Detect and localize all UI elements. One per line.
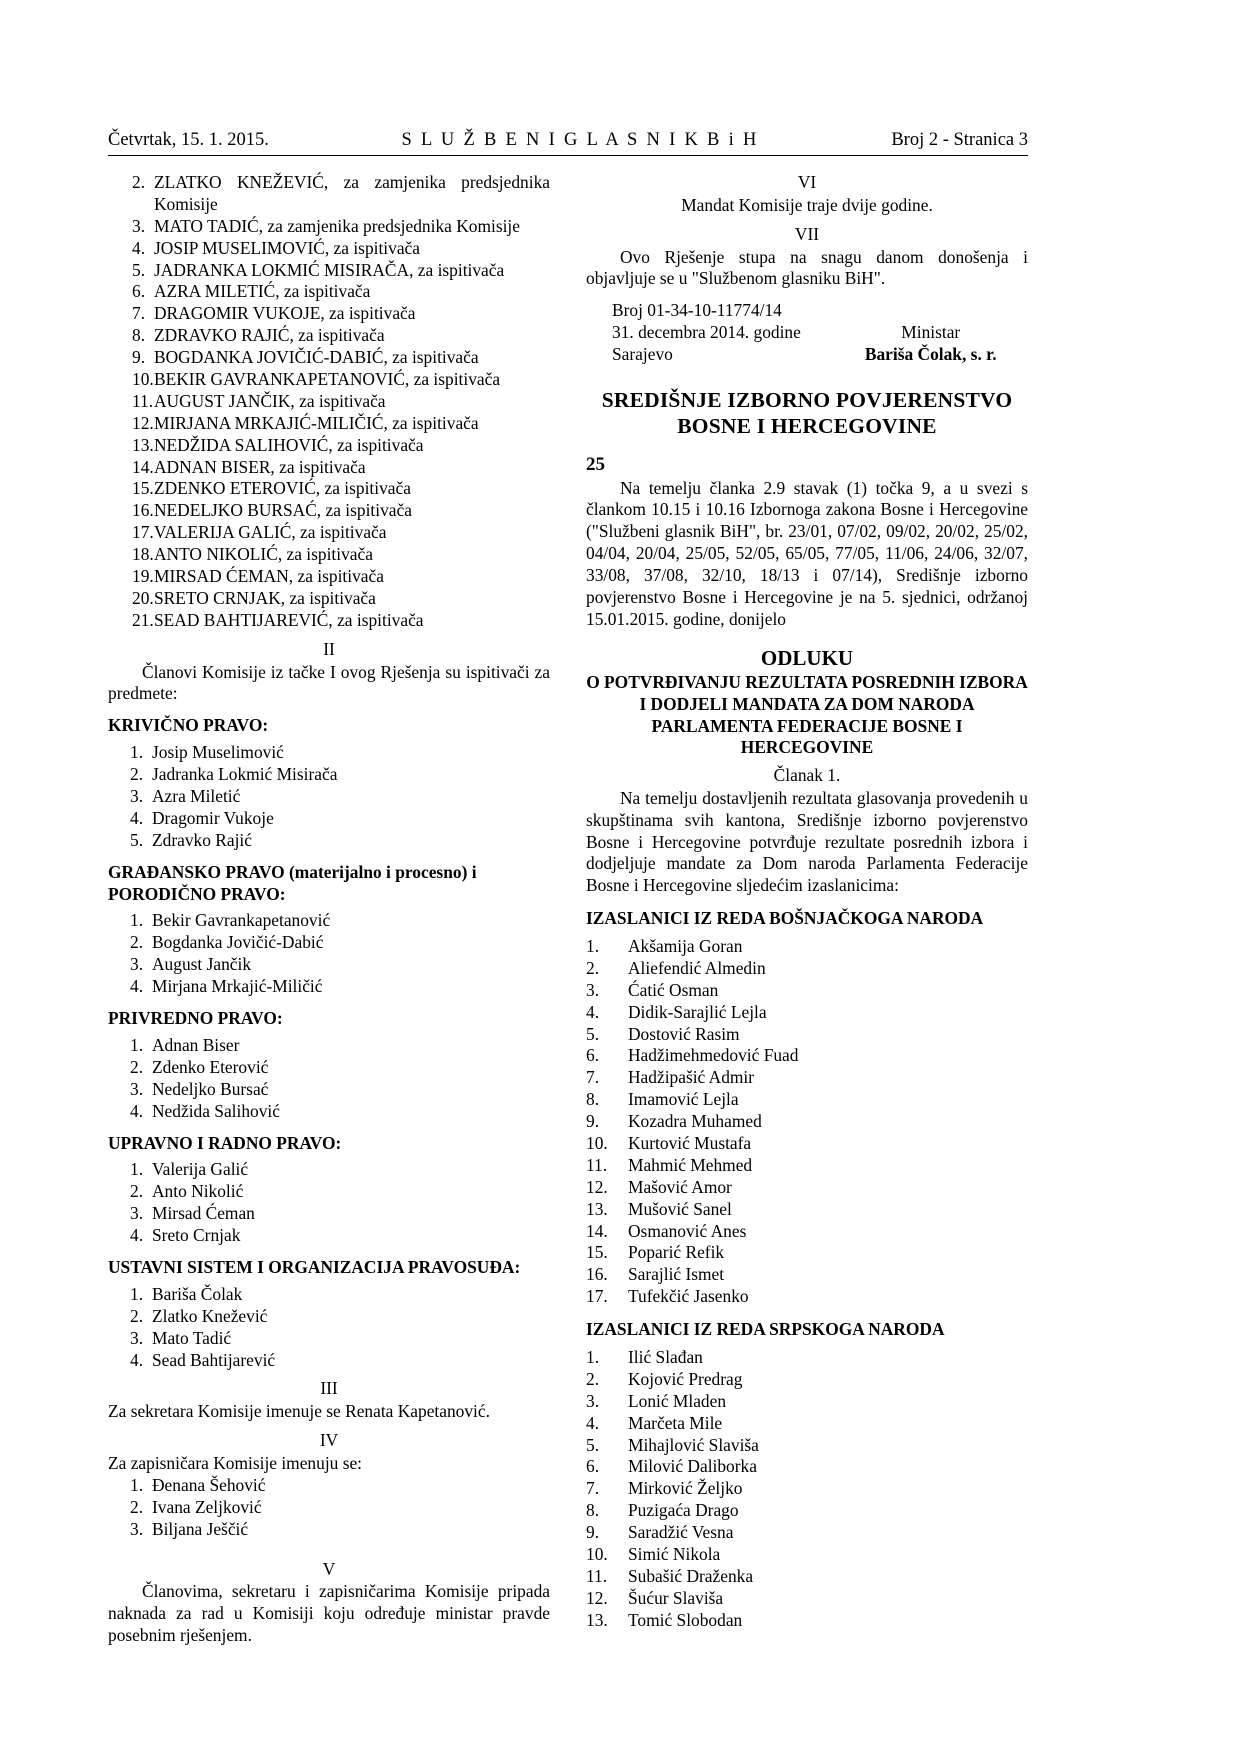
subject-group-members-list (108, 910, 550, 998)
list-item-text: DRAGOMIR VUKOJE, za ispitivača (154, 303, 416, 324)
list-item-text: Akšamija Goran (628, 935, 743, 956)
list-item-text: Mirjana Mrkajić-Miličić (152, 976, 323, 997)
list-item-text: JOSIP MUSELIMOVIĆ, za ispitivača (154, 237, 420, 258)
subject-group-member-item (108, 764, 550, 786)
subject-group-member-item (108, 1328, 550, 1350)
list-item-number: 2. (130, 1496, 144, 1517)
list-item-number: 13. (132, 434, 154, 455)
list-item-text: ZLATKO KNEŽEVIĆ, za zamjenika predsjednika Komisije (154, 172, 550, 214)
list-item-text: Bekir Gavrankapetanović (152, 910, 331, 931)
serb-delegate-item (586, 1566, 1028, 1588)
list-item-number: 12. (586, 1587, 608, 1608)
running-head-page: Broj 2 - Stranica 3 (891, 130, 1028, 150)
list-item-number: 5. (132, 259, 146, 280)
section-iii-text: Za sekretara Komisije imenuje se Renata Kapetanović. (108, 1401, 490, 1422)
list-item-number: 5. (586, 1023, 600, 1044)
section-heading-ii: II (323, 638, 335, 659)
list-item-text: Đenana Šehović (152, 1474, 266, 1495)
document-place: Sarajevo (612, 344, 673, 365)
list-item-number: 9. (132, 347, 146, 368)
commission-member-item (108, 544, 550, 566)
section-v-text: Članovima, sekretaru i zapisničarima Komisije pripada naknada za rad u Komisiji koju određuje ministar pravde posebnim rješenjem. (108, 1581, 550, 1646)
recorder-item (108, 1475, 550, 1497)
section-heading-iv: IV (319, 1430, 339, 1451)
list-item-text: JADRANKA LOKMIĆ MISIRAČA, za ispitivača (154, 259, 505, 280)
list-item-text: Mirković Željko (628, 1478, 743, 1499)
serb-delegate-item (586, 1478, 1028, 1500)
list-item-number: 11. (586, 1565, 608, 1586)
bosniak-delegate-item (586, 1024, 1028, 1046)
subject-group-member-item (108, 786, 550, 808)
commission-member-item (108, 435, 550, 457)
list-item-text: Jadranka Lokmić Misirača (152, 764, 338, 785)
list-item-text: Anto Nikolić (152, 1181, 244, 1202)
subject-group-member-item (108, 1181, 550, 1203)
bosniak-delegate-item (586, 1264, 1028, 1286)
list-item-number: 2. (130, 1305, 144, 1326)
serb-delegate-item (586, 1369, 1028, 1391)
subject-group-member-item (108, 1225, 550, 1247)
list-item-number: 4. (130, 1349, 144, 1370)
list-item-number: 4. (586, 1001, 600, 1022)
list-item-text: AUGUST JANČIK, za ispitivača (154, 390, 386, 411)
recorders-list (108, 1475, 550, 1541)
bosniak-delegate-item (586, 1286, 1028, 1308)
list-item-number: 19. (132, 566, 154, 587)
list-item-text: Zlatko Knežević (152, 1305, 268, 1326)
two-column-body (108, 172, 1028, 1647)
subject-group-member-item (108, 1159, 550, 1181)
item-number: 25 (586, 453, 605, 475)
commission-member-item (108, 588, 550, 610)
list-item-number: 13. (586, 1609, 608, 1630)
commission-member-item (108, 500, 550, 522)
list-item-number: 13. (586, 1198, 608, 1219)
list-item-number: 4. (130, 807, 144, 828)
list-item-text: Azra Miletić (152, 785, 241, 806)
list-item-number: 5. (130, 829, 144, 850)
list-item-text: Bariša Čolak (152, 1283, 243, 1304)
list-item-text: VALERIJA GALIĆ, za ispitivača (154, 522, 387, 543)
list-item-text: Šućur Slaviša (628, 1587, 724, 1608)
list-item-number: 10. (132, 369, 154, 390)
list-item-text: Josip Muselimović (152, 742, 284, 763)
header-divider (108, 155, 1028, 156)
bosniak-delegate-item (586, 1045, 1028, 1067)
subject-group-member-item (108, 910, 550, 932)
list-item-number: 2. (586, 1368, 600, 1389)
bosniak-delegate-item (586, 1199, 1028, 1221)
bosniak-delegate-item (586, 1155, 1028, 1177)
list-item-text: ANTO NIKOLIĆ, za ispitivača (154, 544, 373, 565)
list-item-number: 2. (130, 1181, 144, 1202)
list-item-text: Hadžimehmedović Fuad (628, 1045, 799, 1066)
list-item-number: 3. (130, 1327, 144, 1348)
subject-group-member-item (108, 1101, 550, 1123)
list-item-number: 3. (586, 1390, 600, 1411)
list-item-text: Didik-Sarajlić Lejla (628, 1001, 767, 1022)
article-1-heading: Članak 1. (773, 764, 841, 785)
serb-delegate-item (586, 1413, 1028, 1435)
bosniak-delegate-item (586, 1067, 1028, 1089)
commission-member-item (108, 347, 550, 369)
list-item-text: Zdenko Eterović (152, 1056, 269, 1077)
subject-group-member-item (108, 976, 550, 998)
subject-groups (108, 715, 550, 1371)
subject-group-heading: USTAVNI SISTEM I ORGANIZACIJA PRAVOSUĐA: (108, 1256, 521, 1277)
commission-member-item (108, 522, 550, 544)
serb-delegate-item (586, 1347, 1028, 1369)
subject-group-heading: KRIVIČNO PRAVO: (108, 715, 269, 736)
signature-spacer-1 (834, 300, 1028, 322)
list-item-text: Mahmić Mehmed (628, 1154, 753, 1175)
list-item-number: 8. (586, 1089, 600, 1110)
section-vii-text: Ovo Rješenje stupa na snagu danom donošenja i objavljuje se u "Službenom glasniku BiH". (586, 246, 1028, 289)
list-item-number: 10. (586, 1132, 608, 1153)
list-item-text: Mihajlović Slaviša (628, 1434, 759, 1455)
list-item-text: Tomić Slobodan (628, 1609, 743, 1630)
list-item-text: Sead Bahtijarević (152, 1349, 276, 1370)
list-item-text: Sreto Crnjak (152, 1225, 241, 1246)
commission-members-list (108, 172, 550, 632)
list-item-text: Lonić Mladen (628, 1390, 727, 1411)
list-item-number: 4. (586, 1412, 600, 1433)
subject-group-member-item (108, 1350, 550, 1372)
list-item-number: 15. (586, 1242, 608, 1263)
list-item-text: ADNAN BISER, za ispitivača (154, 456, 366, 477)
subject-group-heading: PRIVREDNO PRAVO: (108, 1008, 283, 1029)
commission-member-item (108, 303, 550, 325)
list-item-text: Adnan Biser (152, 1034, 240, 1055)
signature-block (586, 300, 1028, 366)
decision-title: ODLUKU (760, 646, 854, 671)
serb-delegate-item (586, 1544, 1028, 1566)
list-item-number: 14. (132, 456, 154, 477)
right-column (586, 172, 1028, 1632)
commission-member-item (108, 391, 550, 413)
list-item-number: 16. (132, 500, 154, 521)
bosniak-delegates-list (586, 936, 1028, 1308)
list-item-number: 1. (130, 1283, 144, 1304)
document-date: 31. decembra 2014. godine (612, 322, 801, 343)
list-item-text: Kurtović Mustafa (628, 1132, 752, 1153)
list-item-text: SRETO CRNJAK, za ispitivača (154, 587, 376, 608)
list-item-text: Mirsad Ćeman (152, 1203, 255, 1224)
section-vi-text: Mandat Komisije traje dvije godine. (681, 194, 933, 215)
subject-group-member-item (108, 808, 550, 830)
list-item-number: 3. (130, 1518, 144, 1539)
list-item-number: 18. (132, 544, 154, 565)
bosniak-delegate-item (586, 1177, 1028, 1199)
list-item-text: Simić Nikola (628, 1544, 721, 1565)
list-item-text: Mašović Amor (628, 1176, 732, 1197)
article-1-text: Na temelju dostavljenih rezultata glasovanja provedenih u skupštinama svih kantona, Središnje izborno povjerenstvo Bosne i Hercegovine potvrđuje rezultate posrednih izbora i dodjeljuje mandate za Dom naroda Parlamenta Federacije Bosne i Hercegovine sljedećim izaslanicima: (586, 787, 1028, 896)
subject-group-member-item (108, 1306, 550, 1328)
running-head-date: Četvrtak, 15. 1. 2015. (108, 130, 269, 150)
list-item-text: Milović Daliborka (628, 1456, 757, 1477)
subject-group-heading: UPRAVNO I RADNO PRAVO: (108, 1132, 342, 1153)
recorder-item (108, 1497, 550, 1519)
section-heading-vii: VII (794, 223, 820, 244)
list-item-text: Marčeta Mile (628, 1412, 723, 1433)
commission-member-item (108, 457, 550, 479)
section-iv-text: Za zapisničara Komisije imenuju se: (108, 1453, 363, 1473)
institution-title (586, 388, 1028, 440)
list-item-number: 3. (130, 785, 144, 806)
list-item-number: 3. (130, 954, 144, 975)
list-item-number: 12. (586, 1176, 608, 1197)
subject-group-member-item (108, 954, 550, 976)
preamble-text: Na temelju članka 2.9 stavak (1) točka 9, a u svezi s člankom 10.15 i 10.16 Izbornoga zakona Bosne i Hercegovine ("Službeni glasnik BiH", br. 23/01, 07/02, 09/02, 20/02, 25/02, 04/04, 20/04, 25/05, 52/05, 65/05, 77/05, 11/06, 24/06, 32/07, 33/08, 37/08, 32/10, 18/13 i 07/14), Središnje izborno povjerenstvo Bosne i Hercegovine je na 5. sjednici, održanoj 15.01.2015. godine, donijelo (586, 477, 1028, 629)
commission-member-item (108, 216, 550, 238)
list-item-number: 2. (132, 172, 146, 192)
serb-delegate-item (586, 1588, 1028, 1610)
commission-member-item (108, 369, 550, 391)
subject-group-member-item (108, 1057, 550, 1079)
page-content (108, 130, 1028, 1647)
list-item-number: 1. (586, 935, 600, 956)
decision-subtitle-3: PARLAMENTA FEDERACIJE BOSNE I HERCEGOVINE (651, 716, 963, 758)
list-item-number: 15. (132, 478, 154, 499)
bosniak-delegate-item (586, 1242, 1028, 1264)
subject-group-members-list (108, 1035, 550, 1123)
list-item-number: 9. (586, 1111, 600, 1132)
list-item-number: 6. (586, 1456, 600, 1477)
list-item-text: BOGDANKA JOVIČIĆ-DABIĆ, za ispitivača (154, 347, 479, 368)
list-item-text: BEKIR GAVRANKAPETANOVIĆ, za ispitivača (154, 369, 501, 390)
recorder-item (108, 1519, 550, 1541)
list-item-text: Osmanović Anes (628, 1220, 747, 1241)
list-item-text: Biljana Ješčić (152, 1518, 249, 1539)
list-item-text: NEDELJKO BURSAĆ, za ispitivača (154, 500, 412, 521)
commission-member-item (108, 610, 550, 632)
list-item-text: Bogdanka Jovičić-Dabić (152, 932, 324, 953)
subject-group-member-item (108, 1203, 550, 1225)
list-item-number: 10. (586, 1544, 608, 1565)
list-item-number: 7. (132, 303, 146, 324)
serb-delegate-item (586, 1456, 1028, 1478)
section-heading-iii: III (320, 1378, 338, 1399)
section-ii-text: Članovi Komisije iz tačke I ovog Rješenja su ispitivači za predmete: (108, 661, 550, 704)
commission-member-item (108, 325, 550, 347)
list-item-text: Nedžida Salihović (152, 1100, 280, 1121)
subject-group-member-item (108, 830, 550, 852)
list-item-number: 21. (132, 609, 154, 630)
institution-title-line2: BOSNE I HERCEGOVINE (677, 413, 937, 438)
subject-group-members-list (108, 1159, 550, 1247)
bosniak-delegate-item (586, 958, 1028, 980)
bosniak-delegate-item (586, 980, 1028, 1002)
list-item-number: 2. (130, 764, 144, 785)
list-item-text: Saradžić Vesna (628, 1522, 734, 1543)
list-item-number: 2. (586, 957, 600, 978)
subject-group-member-item (108, 742, 550, 764)
list-item-text: August Jančik (152, 954, 252, 975)
list-item-number: 1. (130, 742, 144, 763)
list-item-text: Dragomir Vukoje (152, 807, 274, 828)
institution-title-line1: SREDIŠNJE IZBORNO POVJERENSTVO (601, 387, 1013, 412)
bosniak-delegates-heading: IZASLANICI IZ REDA BOŠNJAČKOGA NARODA (586, 908, 984, 929)
list-item-number: 3. (586, 979, 600, 1000)
list-item-number: 2. (130, 932, 144, 953)
list-item-number: 2. (130, 1056, 144, 1077)
commission-member-item (108, 413, 550, 435)
list-item-number: 4. (130, 1100, 144, 1121)
list-item-number: 17. (132, 522, 154, 543)
list-item-number: 4. (130, 976, 144, 997)
list-item-text: Tufekčić Jasenko (628, 1286, 749, 1307)
document-number: Broj 01-34-10-11774/14 (612, 300, 782, 321)
list-item-text: Subašić Draženka (628, 1565, 754, 1586)
list-item-text: Puzigaća Drago (628, 1500, 739, 1521)
list-item-number: 1. (130, 1034, 144, 1055)
list-item-number: 3. (132, 215, 146, 236)
list-item-number: 14. (586, 1220, 608, 1241)
list-item-text: Poparić Refik (628, 1242, 725, 1263)
serb-delegate-item (586, 1391, 1028, 1413)
list-item-text: Dostović Rasim (628, 1023, 740, 1044)
list-item-text: Aliefendić Almedin (628, 957, 766, 978)
commission-member-item (108, 172, 550, 216)
list-item-text: Mato Tadić (152, 1327, 232, 1348)
list-item-text: NEDŽIDA SALIHOVIĆ, za ispitivača (154, 434, 424, 455)
list-item-text: Imamović Lejla (628, 1089, 739, 1110)
list-item-number: 7. (586, 1067, 600, 1088)
running-head (108, 130, 1028, 155)
list-item-number: 1. (586, 1347, 600, 1368)
subject-group-members-list (108, 742, 550, 851)
list-item-text: SEAD BAHTIJAREVIĆ, za ispitivača (154, 609, 424, 630)
list-item-number: 9. (586, 1522, 600, 1543)
list-item-number: 8. (586, 1500, 600, 1521)
commission-member-item (108, 238, 550, 260)
subject-group-members-list (108, 1284, 550, 1372)
left-column (108, 172, 550, 1647)
list-item-text: ZDRAVKO RAJIĆ, za ispitivača (154, 325, 385, 346)
list-item-text: MIRJANA MRKAJIĆ-MILIČIĆ, za ispitivača (154, 412, 479, 433)
serb-delegate-item (586, 1522, 1028, 1544)
list-item-number: 4. (132, 237, 146, 258)
list-item-text: Zdravko Rajić (152, 829, 252, 850)
serb-delegate-item (586, 1500, 1028, 1522)
section-heading-vi: VI (797, 172, 817, 192)
list-item-number: 1. (130, 910, 144, 931)
list-item-number: 3. (130, 1078, 144, 1099)
subject-group-member-item (108, 1284, 550, 1306)
bosniak-delegate-item (586, 1002, 1028, 1024)
list-item-number: 20. (132, 587, 154, 608)
list-item-number: 4. (130, 1225, 144, 1246)
serb-delegate-item (586, 1435, 1028, 1457)
subject-group-member-item (108, 1035, 550, 1057)
list-item-number: 11. (586, 1154, 608, 1175)
list-item-text: MIRSAD ĆEMAN, za ispitivača (154, 566, 384, 587)
serb-delegates-heading: IZASLANICI IZ REDA SRPSKOGA NARODA (586, 1319, 945, 1340)
list-item-number: 5. (586, 1434, 600, 1455)
list-item-number: 3. (130, 1203, 144, 1224)
running-head-title: S L U Ž B E N I G L A S N I K B i H (401, 130, 759, 150)
list-item-text: Sarajlić Ismet (628, 1264, 725, 1285)
list-item-text: AZRA MILETIĆ, za ispitivača (154, 281, 371, 302)
list-item-text: Mušović Sanel (628, 1198, 732, 1219)
commission-member-item (108, 478, 550, 500)
subject-group-heading: GRAĐANSKO PRAVO (materijalno i procesno) i PORODIČNO PRAVO: (108, 861, 477, 904)
commission-member-item (108, 566, 550, 588)
list-item-text: Kojović Predrag (628, 1368, 743, 1389)
list-item-text: ZDENKO ETEROVIĆ, za ispitivača (154, 478, 411, 499)
list-item-number: 1. (130, 1159, 144, 1180)
signer-name: Bariša Čolak, s. r. (864, 344, 997, 365)
bosniak-delegate-item (586, 1089, 1028, 1111)
list-item-number: 7. (586, 1478, 600, 1499)
bosniak-delegate-item (586, 936, 1028, 958)
list-item-number: 11. (132, 390, 154, 411)
serb-delegates-list (586, 1347, 1028, 1632)
serb-delegate-item (586, 1610, 1028, 1632)
list-item-text: Hadžipašić Admir (628, 1067, 755, 1088)
list-item-text: Ivana Zeljković (152, 1496, 262, 1517)
list-item-text: Ćatić Osman (628, 979, 719, 1000)
subject-group-member-item (108, 1079, 550, 1101)
decision-subtitle-2: I DODJELI MANDATA ZA DOM NARODA (639, 694, 975, 715)
signer-title: Ministar (901, 322, 961, 343)
list-item-text: Valerija Galić (152, 1159, 249, 1180)
bosniak-delegate-item (586, 1111, 1028, 1133)
list-item-text: Nedeljko Bursać (152, 1078, 269, 1099)
list-item-text: MATO TADIĆ, za zamjenika predsjednika Komisije (154, 215, 520, 236)
list-item-number: 6. (586, 1045, 600, 1066)
list-item-text: Kozadra Muhamed (628, 1111, 762, 1132)
list-item-text: Ilić Slađan (628, 1347, 703, 1368)
list-item-number: 12. (132, 412, 154, 433)
list-item-number: 8. (132, 325, 146, 346)
subject-group-member-item (108, 932, 550, 954)
decision-subtitle-1: O POTVRĐIVANJU REZULTATA POSREDNIH IZBORA (586, 672, 1028, 693)
list-item-number: 1. (130, 1474, 144, 1495)
section-heading-v: V (322, 1558, 336, 1579)
commission-member-item (108, 260, 550, 282)
list-item-number: 6. (132, 281, 146, 302)
bosniak-delegate-item (586, 1133, 1028, 1155)
commission-member-item (108, 281, 550, 303)
list-item-number: 16. (586, 1264, 608, 1285)
bosniak-delegate-item (586, 1221, 1028, 1243)
list-item-number: 17. (586, 1286, 608, 1307)
